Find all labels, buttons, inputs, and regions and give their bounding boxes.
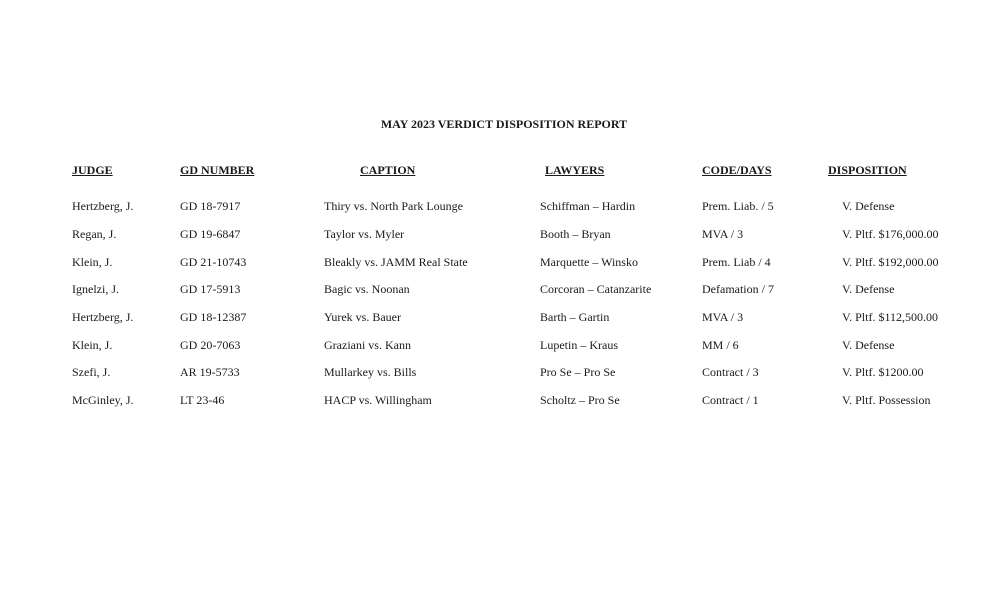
cell-code-days: Prem. Liab. / 5 [702, 199, 774, 213]
cell-caption: Bagic vs. Noonan [324, 282, 410, 296]
cell-disposition: V. Pltf. $1200.00 [842, 365, 924, 379]
cell-disposition: V. Pltf. Possession [842, 393, 931, 407]
cell-caption: Yurek vs. Bauer [324, 310, 401, 324]
cell-lawyers: Barth – Gartin [540, 310, 610, 324]
cell-lawyers: Lupetin – Kraus [540, 338, 618, 352]
cell-disposition: V. Pltf. $112,500.00 [842, 310, 939, 324]
cell-gd-number: AR 19-5733 [180, 365, 240, 379]
cell-lawyers: Marquette – Winsko [540, 255, 638, 269]
cell-judge: McGinley, J. [72, 393, 134, 407]
report-title: MAY 2023 VERDICT DISPOSITION REPORT [380, 117, 628, 131]
cell-lawyers: Corcoran – Catanzarite [540, 282, 652, 296]
header-code-days: CODE/DAYS [702, 163, 772, 177]
cell-caption: HACP vs. Willingham [324, 393, 432, 407]
cell-gd-number: GD 21-10743 [180, 255, 247, 269]
header-gd-number: GD NUMBER [180, 163, 255, 177]
cell-disposition: V. Defense [842, 338, 895, 352]
cell-judge: Szefi, J. [72, 365, 111, 379]
cell-lawyers: Pro Se – Pro Se [540, 365, 616, 379]
cell-code-days: Prem. Liab / 4 [702, 255, 771, 269]
cell-code-days: MM / 6 [702, 338, 739, 352]
cell-disposition: V. Defense [842, 199, 895, 213]
cell-code-days: Contract / 1 [702, 393, 759, 407]
cell-judge: Ignelzi, J. [72, 282, 119, 296]
cell-code-days: MVA / 3 [702, 227, 744, 241]
cell-judge: Klein, J. [72, 255, 113, 269]
cell-disposition: V. Pltf. $192,000.00 [842, 255, 939, 269]
cell-gd-number: GD 20-7063 [180, 338, 241, 352]
header-lawyers: LAWYERS [545, 163, 605, 177]
cell-code-days: MVA / 3 [702, 310, 744, 324]
cell-caption: Taylor vs. Myler [324, 227, 405, 241]
cell-gd-number: GD 18-7917 [180, 199, 241, 213]
cell-code-days: Contract / 3 [702, 365, 759, 379]
header-disposition: DISPOSITION [828, 163, 907, 177]
cell-gd-number: GD 18-12387 [180, 310, 247, 324]
cell-gd-number: GD 17-5913 [180, 282, 241, 296]
header-judge: JUDGE [72, 163, 113, 177]
cell-judge: Regan, J. [72, 227, 117, 241]
cell-caption: Graziani vs. Kann [324, 338, 411, 352]
cell-disposition: V. Defense [842, 282, 895, 296]
cell-caption: Bleakly vs. JAMM Real State [324, 255, 468, 269]
cell-judge: Hertzberg, J. [72, 199, 134, 213]
cell-code-days: Defamation / 7 [702, 282, 774, 296]
cell-lawyers: Scholtz – Pro Se [540, 393, 620, 407]
cell-caption: Mullarkey vs. Bills [324, 365, 417, 379]
cell-judge: Klein, J. [72, 338, 113, 352]
cell-judge: Hertzberg, J. [72, 310, 134, 324]
cell-caption: Thiry vs. North Park Lounge [324, 199, 463, 213]
cell-lawyers: Booth – Bryan [540, 227, 611, 241]
cell-disposition: V. Pltf. $176,000.00 [842, 227, 939, 241]
header-caption: CAPTION [360, 163, 416, 177]
cell-gd-number: LT 23-46 [180, 393, 225, 407]
cell-lawyers: Schiffman – Hardin [540, 199, 636, 213]
cell-gd-number: GD 19-6847 [180, 227, 241, 241]
